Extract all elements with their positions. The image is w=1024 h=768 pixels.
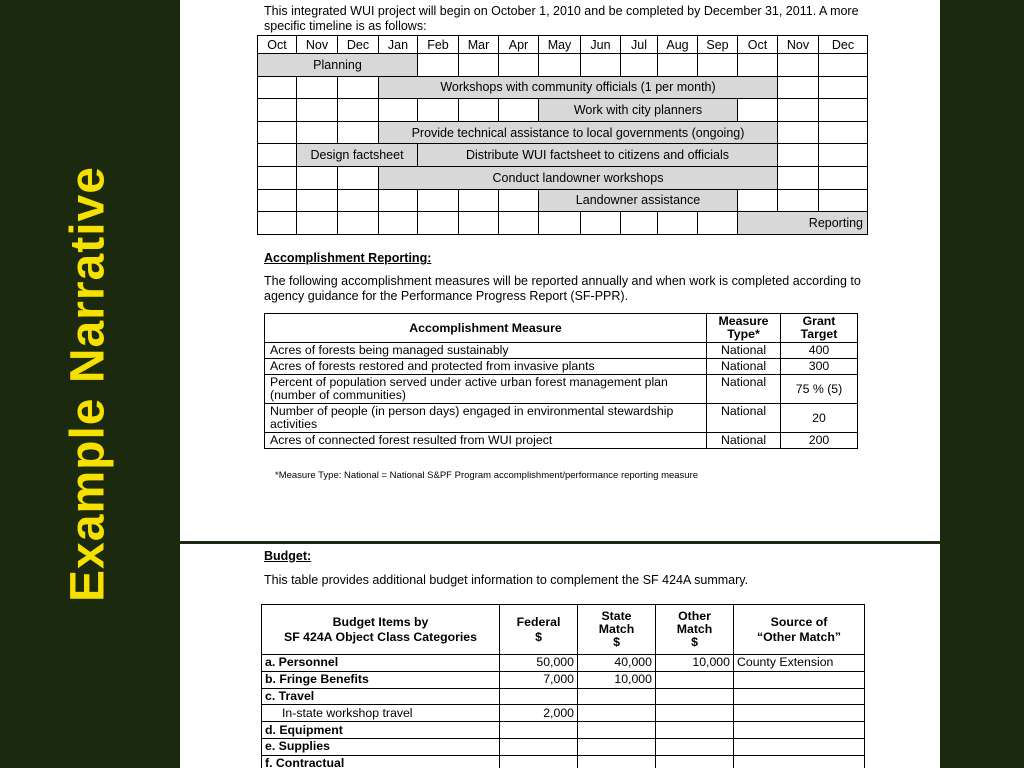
state-match-cell: 10,000 — [578, 671, 656, 688]
accomplishment-table — [264, 313, 858, 449]
month-header: Feb — [418, 36, 459, 54]
month-header: Dec — [338, 36, 379, 54]
task-bar-planning: Planning — [258, 54, 418, 77]
month-header: Aug — [658, 36, 698, 54]
budget-item-cell: c. Travel — [262, 688, 500, 705]
source-cell — [734, 705, 865, 722]
measure-cell: Acres of connected forest resulted from WUI project — [265, 433, 707, 449]
source-cell — [734, 738, 865, 755]
other-match-cell — [656, 705, 734, 722]
intro-text: This integrated WUI project will begin on October 1, 2010 and be completed by December 31, 2011. A more specific timeline is as follows: — [264, 4, 859, 33]
header-line: $ — [613, 635, 620, 649]
budget-item-cell: In-state workshop travel — [262, 705, 500, 722]
header-line: Match — [676, 622, 713, 636]
timeline-row-landowner-workshops — [258, 166, 868, 189]
source-cell — [734, 722, 865, 739]
timeline-row-technical-assistance — [258, 121, 868, 144]
table-row — [265, 433, 858, 449]
measure-cell: Number of people (in person days) engaged in environmental stewardship activities — [265, 404, 707, 433]
month-header: Jan — [379, 36, 418, 54]
document-page-top — [180, 0, 940, 541]
budget-paragraph: This table provides additional budget information to complement the SF 424A summary. — [264, 573, 749, 587]
type-cell: National — [707, 433, 781, 449]
state-match-cell — [578, 705, 656, 722]
task-bar-design-factsheet: Design factsheet — [297, 144, 418, 167]
type-cell: National — [707, 404, 781, 433]
other-match-cell — [656, 755, 734, 768]
other-match-cell: 10,000 — [656, 655, 734, 672]
timeline-row-reporting — [258, 212, 868, 235]
type-column-header: Measure Type* — [707, 314, 781, 343]
table-row — [265, 343, 858, 359]
month-header: Jun — [581, 36, 621, 54]
table-row — [265, 359, 858, 375]
accomplishment-paragraph: The following accomplishment measures will be reported annually and when work is completed according to agency guidance for the Performance Progress Report (SF-PPR). — [264, 274, 861, 303]
table-row — [262, 655, 865, 672]
task-bar-distribute-factsheet: Distribute WUI factsheet to citizens and officials — [418, 144, 778, 167]
slide-title: Example Narrative — [61, 166, 115, 602]
task-bar-technical-assistance: Provide technical assistance to local governments (ongoing) — [379, 121, 778, 144]
timeline-row-landowner-assistance — [258, 189, 868, 212]
federal-cell — [500, 738, 578, 755]
state-match-cell — [578, 722, 656, 739]
header-line: $ — [535, 629, 542, 644]
table-row — [262, 755, 865, 768]
federal-cell: 7,000 — [500, 671, 578, 688]
measure-type-footnote: *Measure Type: National = National S&PF Program accomplishment/performance reporting measure — [275, 470, 699, 481]
header-line: Budget Items by — [332, 614, 429, 629]
month-header: Apr — [499, 36, 539, 54]
budget-item-cell: a. Personnel — [262, 655, 500, 672]
budget-heading: Budget: — [264, 549, 312, 563]
task-bar-landowner-assistance: Landowner assistance — [539, 189, 738, 212]
other-match-cell — [656, 688, 734, 705]
budget-item-cell: e. Supplies — [262, 738, 500, 755]
federal-cell: 50,000 — [500, 655, 578, 672]
document-page-bottom — [180, 544, 940, 768]
timeline-row-workshops-officials — [258, 76, 868, 99]
task-bar-landowner-workshops: Conduct landowner workshops — [379, 166, 778, 189]
source-cell — [734, 688, 865, 705]
month-header: Mar — [459, 36, 499, 54]
month-header: May — [539, 36, 581, 54]
month-header: Nov — [778, 36, 819, 54]
other-match-column-header — [656, 605, 734, 655]
budget-item-cell: b. Fringe Benefits — [262, 671, 500, 688]
table-row — [265, 375, 858, 404]
task-bar-reporting: Reporting — [738, 212, 868, 235]
target-cell: 200 — [781, 433, 858, 449]
source-cell — [734, 671, 865, 688]
accomplishment-heading: Accomplishment Reporting: — [264, 251, 432, 265]
source-column-header — [734, 605, 865, 655]
right-band — [940, 0, 1024, 768]
month-header: Oct — [258, 36, 297, 54]
state-match-column-header — [578, 605, 656, 655]
state-match-cell — [578, 688, 656, 705]
federal-cell — [500, 722, 578, 739]
timeline-row-planning — [258, 54, 868, 77]
items-column-header — [262, 605, 500, 655]
month-header: Nov — [297, 36, 338, 54]
table-row — [262, 722, 865, 739]
header-line: $ — [691, 635, 698, 649]
month-header: Jul — [621, 36, 658, 54]
measure-cell: Acres of forests restored and protected from invasive plants — [265, 359, 707, 375]
table-row — [265, 404, 858, 433]
state-match-cell — [578, 738, 656, 755]
type-cell: National — [707, 375, 781, 404]
budget-table — [261, 604, 865, 768]
table-row — [262, 738, 865, 755]
other-match-cell — [656, 671, 734, 688]
federal-cell — [500, 688, 578, 705]
table-row — [262, 671, 865, 688]
month-header: Dec — [819, 36, 868, 54]
header-line: SF 424A Object Class Categories — [284, 629, 477, 644]
header-line: Match — [598, 622, 635, 636]
timeline-row-city-planners — [258, 99, 868, 122]
state-match-cell: 40,000 — [578, 655, 656, 672]
budget-item-cell: f. Contractual — [262, 755, 500, 768]
other-match-cell — [656, 738, 734, 755]
accomplishment-header-row — [265, 314, 858, 343]
timeline-table — [257, 35, 868, 235]
budget-item-cell: d. Equipment — [262, 722, 500, 739]
type-cell: National — [707, 343, 781, 359]
budget-header-row — [262, 605, 865, 655]
federal-cell: 2,000 — [500, 705, 578, 722]
source-cell — [734, 755, 865, 768]
source-cell: County Extension — [734, 655, 865, 672]
table-row — [262, 705, 865, 722]
type-cell: National — [707, 359, 781, 375]
target-column-header: Grant Target — [781, 314, 858, 343]
target-cell: 75 % (5) — [781, 375, 858, 404]
timeline-month-row — [258, 36, 868, 54]
measure-cell: Acres of forests being managed sustainably — [265, 343, 707, 359]
federal-column-header — [500, 605, 578, 655]
header-line: Source of — [770, 614, 828, 629]
target-cell: 20 — [781, 404, 858, 433]
other-match-cell — [656, 722, 734, 739]
table-row — [262, 688, 865, 705]
measure-cell: Percent of population served under active urban forest management plan (number of communities) — [265, 375, 707, 404]
task-bar-workshops-officials: Workshops with community officials (1 per month) — [379, 76, 778, 99]
header-line: Other — [678, 609, 711, 623]
state-match-cell — [578, 755, 656, 768]
timeline-row-factsheet — [258, 144, 868, 167]
month-header: Sep — [698, 36, 738, 54]
header-line: “Other Match” — [756, 629, 842, 644]
header-line: State — [601, 609, 632, 623]
task-bar-city-planners: Work with city planners — [539, 99, 738, 122]
federal-cell — [500, 755, 578, 768]
target-cell: 300 — [781, 359, 858, 375]
measure-column-header: Accomplishment Measure — [265, 314, 707, 343]
month-header: Oct — [738, 36, 778, 54]
target-cell: 400 — [781, 343, 858, 359]
header-line: Federal — [516, 614, 561, 629]
